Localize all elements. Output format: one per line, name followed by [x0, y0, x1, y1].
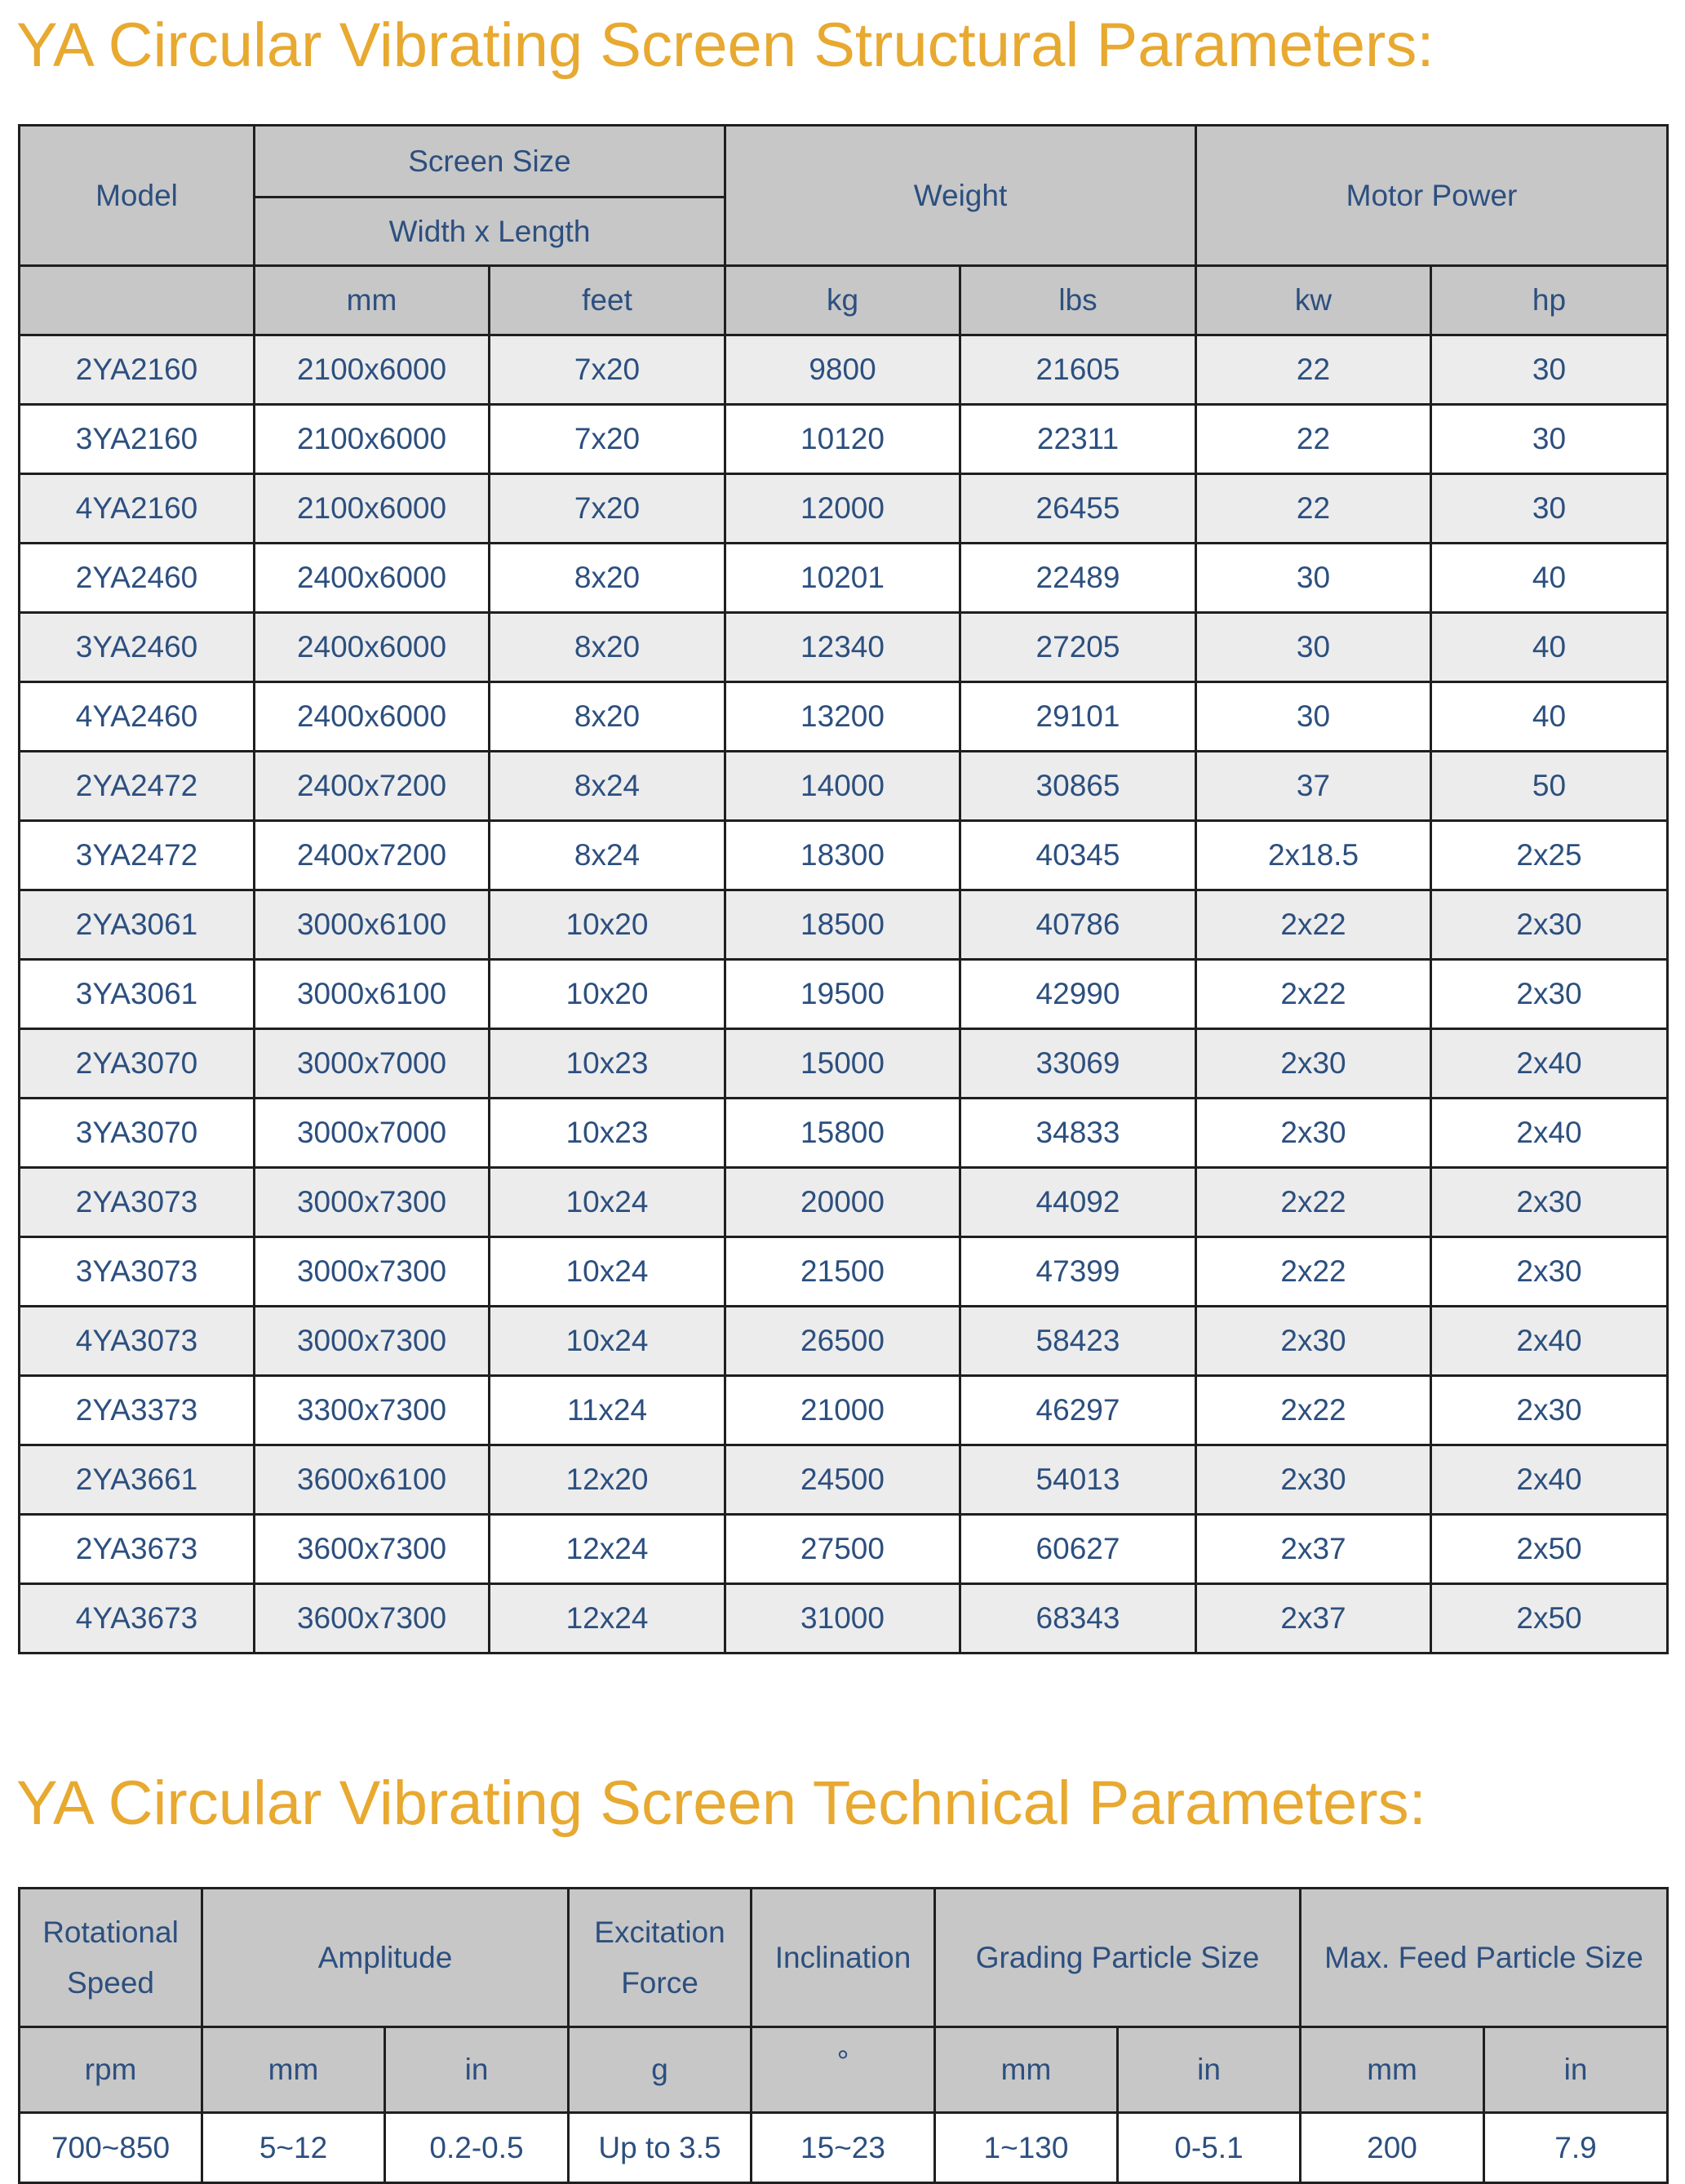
value-cell: 15800: [725, 1099, 960, 1168]
table-row: [20, 1584, 1668, 1654]
table-row: [20, 1237, 1668, 1307]
technical-parameters-table: [18, 1887, 1669, 2184]
value-cell: 2x22: [1196, 1376, 1431, 1445]
structural-table-body: [20, 335, 1668, 1654]
value-cell: 2x30: [1196, 1029, 1431, 1099]
structural-parameters-title: YA Circular Vibrating Screen Structural Parameters:: [16, 11, 1434, 80]
value-cell: 30: [1196, 682, 1431, 752]
value-cell: 2x30: [1431, 1376, 1668, 1445]
value-cell: 26500: [725, 1307, 960, 1376]
value-cell: 2x22: [1196, 960, 1431, 1029]
unit-cell: mm: [1301, 2027, 1484, 2113]
value-cell: 22489: [960, 544, 1196, 613]
table-row: [20, 1029, 1668, 1099]
header-max-feed-particle-size: Max. Feed Particle Size: [1301, 1889, 1668, 2027]
value-cell: 27500: [725, 1515, 960, 1584]
value-cell: 700~850: [20, 2113, 202, 2183]
model-cell: 2YA2160: [20, 335, 255, 405]
value-cell: 2x37: [1196, 1515, 1431, 1584]
value-cell: 10x24: [490, 1168, 725, 1237]
table-row: [20, 821, 1668, 890]
value-cell: 2100x6000: [255, 405, 490, 474]
value-cell: 12000: [725, 474, 960, 544]
value-cell: 3000x7300: [255, 1307, 490, 1376]
unit-cell: in: [385, 2027, 569, 2113]
table-row: [20, 1307, 1668, 1376]
model-cell: 2YA3061: [20, 890, 255, 960]
value-cell: 2x25: [1431, 821, 1668, 890]
value-cell: 10x24: [490, 1307, 725, 1376]
value-cell: 44092: [960, 1168, 1196, 1237]
value-cell: 10x20: [490, 960, 725, 1029]
value-cell: 27205: [960, 613, 1196, 682]
value-cell: 2400x6000: [255, 544, 490, 613]
unit-cell: in: [1484, 2027, 1668, 2113]
value-cell: 2x50: [1431, 1584, 1668, 1654]
value-cell: 5~12: [202, 2113, 385, 2183]
table-row: [20, 890, 1668, 960]
value-cell: 2x40: [1431, 1029, 1668, 1099]
value-cell: 15000: [725, 1029, 960, 1099]
value-cell: 2x40: [1431, 1099, 1668, 1168]
unit-cell: feet: [490, 266, 725, 335]
value-cell: 22: [1196, 474, 1431, 544]
value-cell: 40786: [960, 890, 1196, 960]
model-cell: 4YA3073: [20, 1307, 255, 1376]
value-cell: 200: [1301, 2113, 1484, 2183]
value-cell: 37: [1196, 752, 1431, 821]
value-cell: 3000x6100: [255, 960, 490, 1029]
model-cell: 2YA3661: [20, 1445, 255, 1515]
value-cell: 29101: [960, 682, 1196, 752]
unit-cell: mm: [202, 2027, 385, 2113]
value-cell: 30865: [960, 752, 1196, 821]
table-row: [20, 1445, 1668, 1515]
value-cell: 3000x7300: [255, 1168, 490, 1237]
table-row: [20, 544, 1668, 613]
header-amplitude: Amplitude: [202, 1889, 569, 2027]
value-cell: 30: [1431, 474, 1668, 544]
value-cell: 2x22: [1196, 1237, 1431, 1307]
value-cell: 7.9: [1484, 2113, 1668, 2183]
value-cell: 18500: [725, 890, 960, 960]
model-cell: 2YA3073: [20, 1168, 255, 1237]
unit-cell: g: [569, 2027, 752, 2113]
model-cell: 4YA2460: [20, 682, 255, 752]
header-model: Model: [20, 126, 255, 266]
value-cell: 8x20: [490, 682, 725, 752]
value-cell: 2x37: [1196, 1584, 1431, 1654]
value-cell: 24500: [725, 1445, 960, 1515]
model-cell: 3YA3070: [20, 1099, 255, 1168]
value-cell: 2x40: [1431, 1307, 1668, 1376]
value-cell: 2x50: [1431, 1515, 1668, 1584]
value-cell: 2x30: [1431, 960, 1668, 1029]
value-cell: 10201: [725, 544, 960, 613]
table-row: [20, 474, 1668, 544]
value-cell: 2x22: [1196, 1168, 1431, 1237]
value-cell: 19500: [725, 960, 960, 1029]
unit-cell: mm: [255, 266, 490, 335]
value-cell: 3000x7300: [255, 1237, 490, 1307]
value-cell: 13200: [725, 682, 960, 752]
value-cell: 12x24: [490, 1584, 725, 1654]
value-cell: 30: [1196, 544, 1431, 613]
value-cell: 54013: [960, 1445, 1196, 1515]
value-cell: 3600x7300: [255, 1515, 490, 1584]
value-cell: 22: [1196, 405, 1431, 474]
value-cell: 14000: [725, 752, 960, 821]
unit-cell: kw: [1196, 266, 1431, 335]
model-cell: 3YA2460: [20, 613, 255, 682]
value-cell: 3600x6100: [255, 1445, 490, 1515]
value-cell: 47399: [960, 1237, 1196, 1307]
value-cell: 60627: [960, 1515, 1196, 1584]
value-cell: 1~130: [935, 2113, 1118, 2183]
model-cell: 3YA2472: [20, 821, 255, 890]
value-cell: 7x20: [490, 474, 725, 544]
value-cell: 3000x6100: [255, 890, 490, 960]
value-cell: 2x30: [1431, 890, 1668, 960]
value-cell: 8x20: [490, 544, 725, 613]
unit-cell: rpm: [20, 2027, 202, 2113]
unit-cell: mm: [935, 2027, 1118, 2113]
value-cell: 40: [1431, 544, 1668, 613]
value-cell: 21500: [725, 1237, 960, 1307]
value-cell: 40345: [960, 821, 1196, 890]
value-cell: 58423: [960, 1307, 1196, 1376]
model-cell: 4YA2160: [20, 474, 255, 544]
value-cell: 2x30: [1196, 1099, 1431, 1168]
value-cell: 30: [1431, 335, 1668, 405]
value-cell: 2x30: [1431, 1237, 1668, 1307]
value-cell: 40: [1431, 682, 1668, 752]
model-cell: 2YA3373: [20, 1376, 255, 1445]
value-cell: 2400x6000: [255, 613, 490, 682]
structural-parameters-table: [18, 124, 1669, 1654]
model-cell: 2YA3070: [20, 1029, 255, 1099]
value-cell: 50: [1431, 752, 1668, 821]
value-cell: 9800: [725, 335, 960, 405]
value-cell: 8x20: [490, 613, 725, 682]
model-cell: 3YA3073: [20, 1237, 255, 1307]
value-cell: 21000: [725, 1376, 960, 1445]
model-cell: 3YA3061: [20, 960, 255, 1029]
value-cell: 11x24: [490, 1376, 725, 1445]
value-cell: 40: [1431, 613, 1668, 682]
unit-cell: in: [1118, 2027, 1301, 2113]
unit-cell: hp: [1431, 266, 1668, 335]
header-model-blank: [20, 266, 255, 335]
value-cell: 8x24: [490, 821, 725, 890]
table-row: [20, 1099, 1668, 1168]
value-cell: 12x24: [490, 1515, 725, 1584]
value-cell: Up to 3.5: [569, 2113, 752, 2183]
value-cell: 2x30: [1431, 1168, 1668, 1237]
table-row: [20, 335, 1668, 405]
value-cell: 3000x7000: [255, 1029, 490, 1099]
value-cell: 2x22: [1196, 890, 1431, 960]
header-grading-particle-size: Grading Particle Size: [935, 1889, 1301, 2027]
value-cell: 26455: [960, 474, 1196, 544]
value-cell: 68343: [960, 1584, 1196, 1654]
value-cell: 10x20: [490, 890, 725, 960]
table-row: [20, 1515, 1668, 1584]
model-cell: 2YA3673: [20, 1515, 255, 1584]
value-cell: 22: [1196, 335, 1431, 405]
value-cell: 30: [1431, 405, 1668, 474]
technical-parameters-title: YA Circular Vibrating Screen Technical Parameters:: [16, 1769, 1426, 1838]
value-cell: 2400x7200: [255, 821, 490, 890]
value-cell: 7x20: [490, 335, 725, 405]
header-width-length: Width x Length: [255, 198, 725, 266]
value-cell: 15~23: [752, 2113, 935, 2183]
value-cell: 42990: [960, 960, 1196, 1029]
value-cell: 2400x6000: [255, 682, 490, 752]
table-row: [20, 613, 1668, 682]
value-cell: 10x23: [490, 1099, 725, 1168]
value-cell: 2x40: [1431, 1445, 1668, 1515]
model-cell: 3YA2160: [20, 405, 255, 474]
table-row: [20, 405, 1668, 474]
table-row: [20, 682, 1668, 752]
header-screen-size: Screen Size: [255, 126, 725, 198]
header-motor-power: Motor Power: [1196, 126, 1668, 266]
model-cell: 2YA2460: [20, 544, 255, 613]
value-cell: 2x30: [1196, 1307, 1431, 1376]
header-rotational-speed: Rotational Speed: [20, 1889, 202, 2027]
value-cell: 2x30: [1196, 1445, 1431, 1515]
value-cell: 10x23: [490, 1029, 725, 1099]
model-cell: 2YA2472: [20, 752, 255, 821]
value-cell: 0-5.1: [1118, 2113, 1301, 2183]
header-excitation-force: Excitation Force: [569, 1889, 752, 2027]
value-cell: 34833: [960, 1099, 1196, 1168]
value-cell: 7x20: [490, 405, 725, 474]
value-cell: 10120: [725, 405, 960, 474]
value-cell: 18300: [725, 821, 960, 890]
value-cell: 20000: [725, 1168, 960, 1237]
value-cell: 2400x7200: [255, 752, 490, 821]
value-cell: 2100x6000: [255, 474, 490, 544]
table-row: [20, 752, 1668, 821]
value-cell: 30: [1196, 613, 1431, 682]
value-cell: 22311: [960, 405, 1196, 474]
table-row: [20, 960, 1668, 1029]
value-cell: 8x24: [490, 752, 725, 821]
value-cell: 12x20: [490, 1445, 725, 1515]
model-cell: 4YA3673: [20, 1584, 255, 1654]
value-cell: 12340: [725, 613, 960, 682]
value-cell: 3000x7000: [255, 1099, 490, 1168]
unit-cell: °: [752, 2027, 935, 2113]
value-cell: 46297: [960, 1376, 1196, 1445]
value-cell: 3300x7300: [255, 1376, 490, 1445]
header-inclination: Inclination: [752, 1889, 935, 2027]
table-row: [20, 1168, 1668, 1237]
value-cell: 21605: [960, 335, 1196, 405]
unit-cell: lbs: [960, 266, 1196, 335]
value-cell: 3600x7300: [255, 1584, 490, 1654]
value-cell: 31000: [725, 1584, 960, 1654]
value-cell: 2100x6000: [255, 335, 490, 405]
value-cell: 10x24: [490, 1237, 725, 1307]
unit-cell: kg: [725, 266, 960, 335]
table-row: [20, 1376, 1668, 1445]
value-cell: 2x18.5: [1196, 821, 1431, 890]
value-cell: 0.2-0.5: [385, 2113, 569, 2183]
value-cell: 33069: [960, 1029, 1196, 1099]
header-weight: Weight: [725, 126, 1196, 266]
